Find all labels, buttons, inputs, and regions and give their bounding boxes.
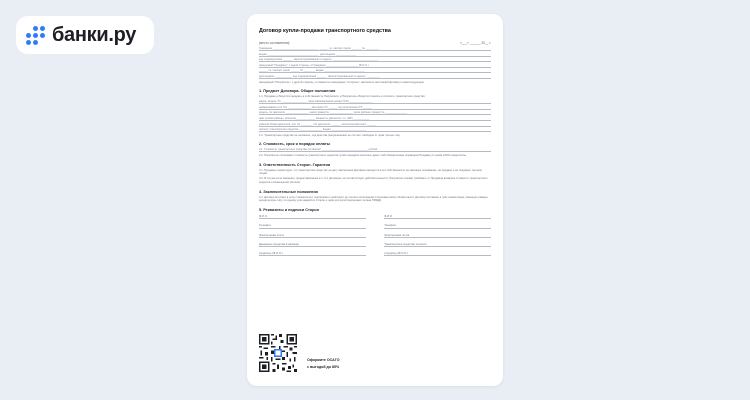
signature-field: Денежные средства в размере <box>259 243 366 247</box>
section-heading: 4. Заключительные положения <box>259 189 318 194</box>
intro-line: Гражданин _______________________________ , ______ г.р. паспорт серии _______ № _________ <box>259 47 491 51</box>
section-heading: 5. Реквизиты и подписи Сторон <box>259 208 320 213</box>
date-hint: «___» ______ 20__ г. <box>460 41 491 45</box>
signature-field: (подпись) (Ф.И.О.) <box>384 252 491 256</box>
section-paragraph: 3.2. В случае если сведения, предоставленные в п. 3.1. Договора, не соответствуют действительности, Покупатель вправе требовать от Продавца возврата стоимости транспортного средства и возмещения убытков. <box>259 177 488 185</box>
intro-line: именуемый "Продавец", с одной стороны, и Гражданин ______________________ (Ф.И.О.) <box>259 64 491 68</box>
section-paragraph: 4.1. Договор вступает в силу с момента его подписания и действует до полного исполнения Сторонами своих обязательств. Договор составлен в трёх экземплярах, имеющих равную юридическую силу, по одному для каждой из Сторон и один для регистрирующего органа ГИБДД. <box>259 195 488 203</box>
signature-field: Электронная почта <box>259 234 366 238</box>
document-title: Договор купли-продажи транспортного средства <box>259 28 391 34</box>
section-paragraph: 3.1. Продавец гарантирует, что транспортное средство на дату заключения Договора находится в его собственности на законных основаниях, не продано и не подарено третьим лицам. <box>259 168 482 176</box>
intro-line: именуемый "Покупатель", с другой стороны, а совместно именуемые "Стороны", заключили настоящий Договор о нижеследующем: <box>259 80 425 84</box>
section-paragraph: 1.1. Продавец обязуется передать в собственность Покупателя, а Покупатель обязуется принять и оплатить транспортное средство: <box>259 95 426 99</box>
banki-logo[interactable] <box>16 16 154 54</box>
intro-line: ______ г.р. паспорт серии ______ № ________ выдан ____________________________ <box>259 69 491 73</box>
signature-field: Телефон <box>259 224 366 228</box>
section-field: рабочий объём двигателя, куб. см ________ тип двигателя _______ экологический класс ______ <box>259 123 491 127</box>
logo-dots-icon <box>26 26 45 45</box>
signature-field: Электронная почта <box>384 234 491 238</box>
qr-code-icon[interactable] <box>259 334 297 372</box>
seller-signature-column <box>259 215 366 261</box>
signature-field: (подпись) (Ф.И.О.) <box>259 252 366 256</box>
signature-block <box>259 215 491 261</box>
qr-caption-line: с выгодой до 85% <box>307 365 340 369</box>
section-field: паспорт транспортного средства ________________ выдан ________________________ <box>259 128 491 132</box>
section-heading: 1. Предмет Договора. Общие положения <box>259 89 336 94</box>
buyer-signature-column <box>384 215 491 261</box>
intro-line: выдан ___________________________________ , дата выдачи ______________ <box>259 53 491 57</box>
section-field: 2.1. Стоимость транспортного средства составляет ________________________________ рублей. <box>259 148 491 152</box>
section-field: марка, модель ТС __________________ идентификационный номер (VIN) ________________ <box>259 100 491 104</box>
section-field: наименование (тип ТС) ________________ категория ТС ______ год изготовления ТС ______ <box>259 106 491 110</box>
signature-field: Транспортное средство получил. <box>384 243 491 247</box>
qr-caption-line: Оформите ОСАГО <box>307 358 340 362</box>
signature-field: Телефон <box>384 224 491 228</box>
intro-line: дата выдачи ____________ код подразделения ______ , зарегистрированный по адресу: _________ <box>259 75 491 79</box>
qr-caption <box>307 358 340 372</box>
section-heading: 3. Ответственность Сторон. Гарантии <box>259 162 331 167</box>
intro-line: код подразделения ______ , зарегистрированный по адресу: _______________________________ <box>259 58 491 62</box>
place-date-row <box>259 41 491 45</box>
section-heading: 2. Стоимость, срок и порядок оплаты <box>259 142 330 147</box>
section-paragraph: 2.2. Покупатель оплачивает стоимость транспортного средства путём передачи наличных денег либо безналичным переводом Продавцу в сумме 100% предоплаты. <box>259 154 467 158</box>
logo-text: банки.ру <box>52 23 137 46</box>
section-field: модель, № двигателя ________________ шасси (рама) № ________________ кузов (кабина, прицеп) № _______________ <box>259 111 491 115</box>
signature-field: Ф.И.О. <box>259 215 366 219</box>
intro-block <box>259 47 491 84</box>
section-field: цвет кузова (кабины, прицепа) _____________ мощность двигателя, л.с. (кВт) ___________ <box>259 117 491 121</box>
place-hint: (место составления) <box>259 41 290 45</box>
section-paragraph: 1.2. Транспортное средство не заложено, под арестом (запрещением) не состоит, свободно от прав третьих лиц. <box>259 133 401 137</box>
qr-promo[interactable] <box>259 334 340 372</box>
signature-field: Ф.И.О. <box>384 215 491 219</box>
contract-document <box>247 14 503 386</box>
